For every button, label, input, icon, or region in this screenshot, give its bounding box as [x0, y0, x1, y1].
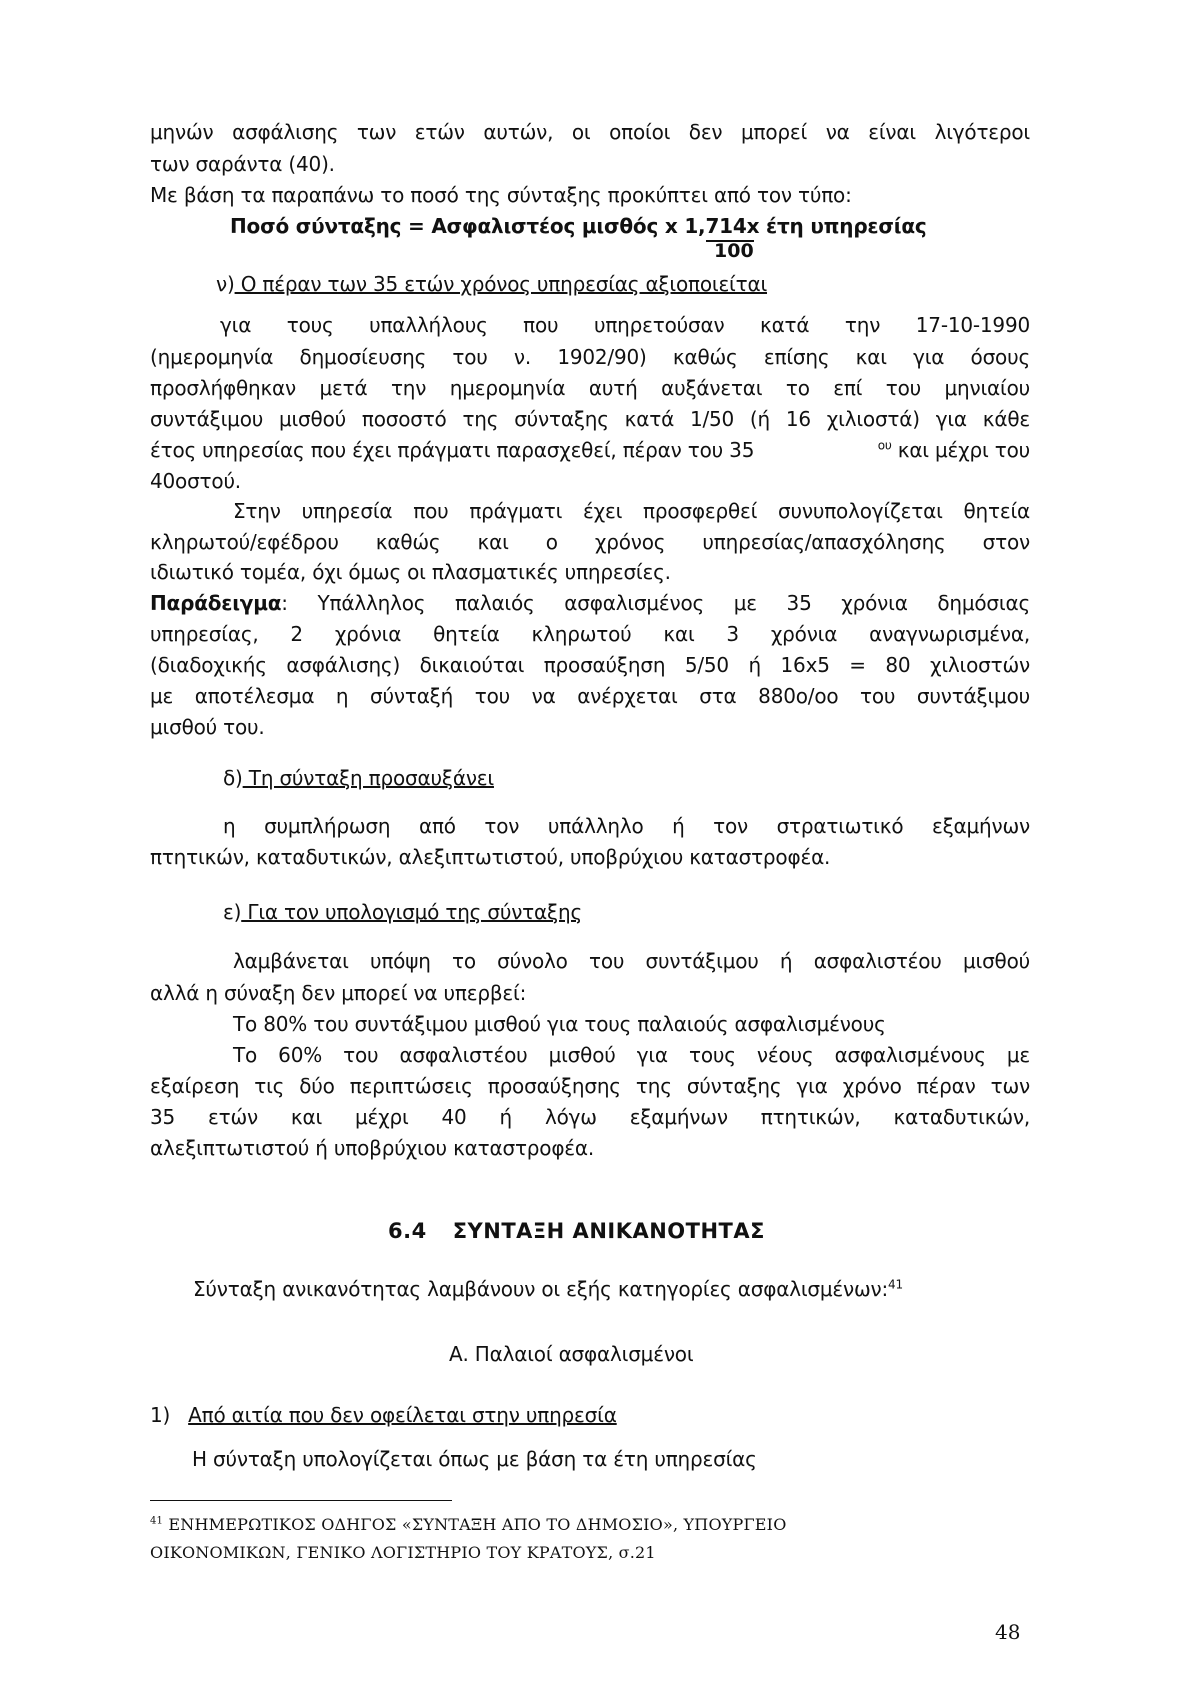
list-item-title: Από αιτία που δεν οφείλεται στην υπηρεσία: [188, 1403, 617, 1427]
subsection-d-heading: [223, 764, 494, 792]
footnote-mark: 41: [150, 1515, 164, 1527]
section-intro: [193, 1275, 903, 1303]
paragraph-line: προσλήφθηκαν μετά την ημερομηνία αυτή αυξάνεται το επί του μηνιαίου: [150, 376, 1030, 400]
line-tail: [878, 436, 1030, 464]
paragraph-line: μισθού του.: [150, 715, 265, 739]
paragraph-line: (διαδοχικής ασφάλισης) δικαιούται προσαύξηση 5/50 ή 16x5 = 80 χιλιοστών: [150, 653, 1030, 677]
paragraph-line: 40οστού.: [150, 469, 241, 493]
paragraph-line: η συμπλήρωση από τον υπάλληλο ή τον στρατιωτικό εξαμήνων: [223, 814, 1030, 838]
line-text: Σύνταξη ανικανότητας λαμβάνουν οι εξής κατηγορίες ασφαλισμένων:: [193, 1277, 889, 1301]
paragraph-line: πτητικών, καταδυτικών, αλεξιπτωτιστού, υποβρύχιου καταστροφέα.: [150, 845, 831, 869]
subsection-e-heading: [223, 898, 582, 926]
line-text: : Υπάλληλος παλαιός ασφαλισμένος με 35 χρόνια δημόσιας: [281, 591, 1030, 615]
paragraph-line: εξαίρεση τις δύο περιπτώσεις προσαύξησης της σύνταξης για χρόνο πέραν των: [150, 1074, 1030, 1098]
footnote-ref: 41: [888, 1277, 903, 1292]
footnote-line: [150, 1512, 787, 1538]
line-text: έτος υπηρεσίας που έχει πράγματι παρασχεθεί, πέραν του 35: [150, 438, 755, 462]
paragraph-line: αλλά η σύναξη δεν μπορεί να υπερβεί:: [150, 981, 527, 1005]
paragraph-line: (ημερομηνία δημοσίευσης του ν. 1902/90) καθώς επίσης και για όσους: [150, 345, 1030, 369]
line-text: και μέχρι του: [891, 438, 1030, 462]
footnote-separator: [150, 1500, 452, 1501]
paragraph-line: υπηρεσίας, 2 χρόνια θητεία κληρωτού και 3 χρόνια αναγνωρισμένα,: [150, 622, 1030, 646]
formula-denominator: 100: [714, 240, 754, 262]
paragraph-line: κληρωτού/εφέδρου καθώς και ο χρόνος υπηρεσίας/απασχόλησης στον: [150, 530, 1030, 554]
section-heading: [388, 1217, 765, 1245]
paragraph-line: με αποτέλεσμα η σύνταξή του να ανέρχεται στα 880ο/οο του συντάξιμου: [150, 684, 1030, 708]
paragraph-line: ιδιωτικό τομέα, όχι όμως οι πλασματικές υπηρεσίες.: [150, 560, 671, 584]
subsection-v-heading: [216, 270, 767, 298]
paragraph-line: 35 ετών και μέχρι 40 ή λόγω εξαμήνων πτητικών, καταδυτικών,: [150, 1105, 1030, 1129]
paragraph-line: Με βάση τα παραπάνω το ποσό της σύνταξης προκύπτει από τον τύπο:: [150, 183, 852, 207]
paragraph-line: λαμβάνεται υπόψη το σύνολο του συντάξιμου ή ασφαλιστέου μισθού: [233, 949, 1030, 973]
example-label: Παράδειγμα: [150, 591, 282, 615]
subsection-d-title: Τη σύνταξη προσαυξάνει: [242, 766, 494, 790]
footnote-line: ΟΙΚΟΝΟΜΙΚΩΝ, ΓΕΝΙΚΟ ΛΟΓΙΣΤΗΡΙΟ ΤΟΥ ΚΡΑΤΟΥΣ, σ.21: [150, 1543, 656, 1562]
section-number: 6.4: [388, 1219, 427, 1243]
subsection-d-label: δ): [223, 766, 243, 790]
list-number: 1): [150, 1403, 171, 1427]
paragraph-line: Στην υπηρεσία που πράγματι έχει προσφερθεί συνυπολογίζεται θητεία: [233, 499, 1030, 523]
paragraph-line: αλεξιπτωτιστού ή υποβρύχιου καταστροφέα.: [150, 1136, 595, 1160]
subsection-e-label: ε): [223, 900, 242, 924]
paragraph-line: συντάξιμου μισθού ποσοστό της σύνταξης κατά 1/50 (ή 16 χιλιοστά) για κάθε: [150, 407, 1030, 431]
superscript-ordinal: ου: [877, 438, 892, 453]
footnote-text: ΕΝΗΜΕΡΩΤΙΚΟΣ ΟΔΗΓΟΣ «ΣΥΝΤΑΞΗ ΑΠΟ ΤΟ ΔΗΜΟΣΙΟ», ΥΠΟΥΡΓΕΙΟ: [163, 1515, 787, 1534]
pension-formula: Ποσό σύνταξης = Ασφαλιστέος μισθός x 1,714x έτη υπηρεσίας: [230, 214, 927, 238]
paragraph-line: για τους υπαλλήλους που υπηρετούσαν κατά την 17-10-1990: [220, 313, 1030, 337]
subsection-v-title: Ο πέραν των 35 ετών χρόνος υπηρεσίας αξιοποιείται: [234, 272, 768, 296]
page-number: 48: [995, 1620, 1021, 1644]
subsection-v-label: ν): [216, 272, 235, 296]
subheading-a: Α. Παλαιοί ασφαλισμένοι: [449, 1342, 694, 1366]
paragraph-line: μηνών ασφάλισης των ετών αυτών, οι οποίοι δεν μπορεί να είναι λιγότεροι: [150, 120, 1030, 144]
section-title: ΣΥΝΤΑΞΗ ΑΝΙΚΑΝΟΤΗΤΑΣ: [452, 1219, 765, 1243]
paragraph-line: Το 80% του συντάξιμου μισθού για τους παλαιούς ασφαλισμένους: [233, 1012, 886, 1036]
subsection-e-title: Για τον υπολογισμό της σύνταξης: [241, 900, 582, 924]
example-line: [150, 589, 1030, 617]
paragraph-line: Η σύνταξη υπολογίζεται όπως με βάση τα έτη υπηρεσίας: [192, 1447, 757, 1471]
paragraph-line: των σαράντα (40).: [150, 152, 335, 176]
list-item-1: [150, 1401, 617, 1429]
paragraph-line: [150, 436, 1030, 464]
paragraph-line: Το 60% του ασφαλιστέου μισθού για τους νέους ασφαλισμένους με: [233, 1043, 1030, 1067]
